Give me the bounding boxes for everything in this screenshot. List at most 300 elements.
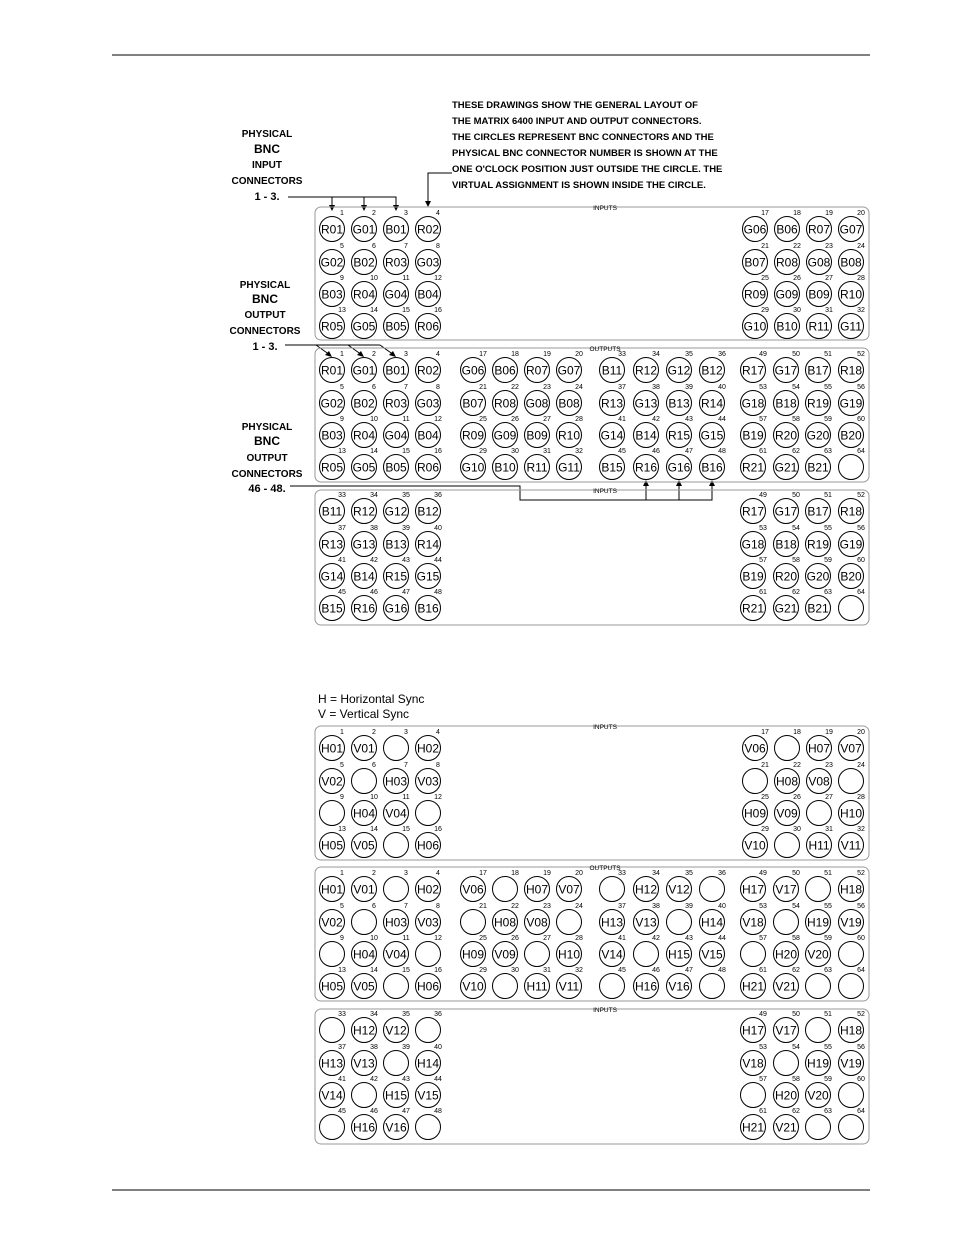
connector-number: 7 bbox=[404, 903, 408, 910]
connector-assignment: B11 bbox=[601, 363, 623, 378]
connector-assignment: B03 bbox=[321, 428, 343, 443]
connector-number: 63 bbox=[824, 589, 832, 596]
connector-number: 17 bbox=[761, 210, 769, 217]
connector-assignment: B09 bbox=[808, 287, 830, 302]
arrowhead bbox=[329, 205, 335, 211]
bnc-connector bbox=[807, 243, 833, 275]
connector-circle bbox=[461, 910, 486, 935]
connector-assignment: V14 bbox=[321, 1088, 343, 1103]
connector-assignment: R10 bbox=[557, 428, 581, 443]
bnc-connector bbox=[743, 826, 769, 858]
connector-assignment: V10 bbox=[462, 979, 484, 994]
connector-number: 10 bbox=[370, 275, 378, 282]
connector-number: 21 bbox=[761, 243, 769, 250]
bnc-connector bbox=[839, 243, 865, 275]
connector-panels bbox=[315, 205, 869, 1144]
bnc-connector bbox=[600, 448, 626, 480]
connector-number: 26 bbox=[511, 416, 519, 423]
connector-number: 60 bbox=[857, 1076, 865, 1083]
connector-number: 59 bbox=[824, 935, 832, 942]
bnc-connector bbox=[839, 525, 865, 557]
connector-number: 45 bbox=[338, 589, 346, 596]
bnc-connector bbox=[416, 1011, 442, 1043]
connector-circle bbox=[806, 1018, 831, 1043]
connector-assignment: H20 bbox=[774, 1088, 798, 1103]
connector-assignment: H17 bbox=[741, 1023, 765, 1038]
connector-assignment: V07 bbox=[840, 741, 862, 756]
connector-assignment: H04 bbox=[352, 947, 376, 962]
bnc-connector bbox=[384, 557, 410, 589]
connector-number: 64 bbox=[857, 967, 865, 974]
connector-number: 14 bbox=[370, 967, 378, 974]
connector-number: 6 bbox=[372, 384, 376, 391]
bnc-connector bbox=[416, 1044, 442, 1076]
connector-number: 56 bbox=[857, 384, 865, 391]
connector-number: 5 bbox=[340, 243, 344, 250]
bnc-connector bbox=[741, 525, 767, 557]
connector-number: 16 bbox=[434, 967, 442, 974]
connector-number: 33 bbox=[618, 870, 626, 877]
connector-number: 54 bbox=[792, 1044, 800, 1051]
connector-assignment: B09 bbox=[526, 428, 548, 443]
connector-assignment: H01 bbox=[320, 741, 344, 756]
bnc-connector bbox=[741, 935, 767, 967]
connector-assignment: R04 bbox=[352, 428, 376, 443]
bnc-connector bbox=[774, 492, 800, 524]
bnc-connector bbox=[667, 384, 693, 416]
connector-number: 46 bbox=[652, 448, 660, 455]
bnc-connector bbox=[384, 967, 410, 999]
connector-assignment: G01 bbox=[352, 363, 376, 378]
arrowhead bbox=[643, 480, 649, 486]
connector-number: 57 bbox=[759, 935, 767, 942]
connector-number: 48 bbox=[718, 967, 726, 974]
connector-assignment: R05 bbox=[320, 460, 344, 475]
bnc-connector bbox=[525, 384, 551, 416]
connector-number: 2 bbox=[372, 870, 376, 877]
leader-line bbox=[288, 197, 396, 207]
connector-assignment: R16 bbox=[352, 601, 376, 616]
connector-assignment: R19 bbox=[806, 537, 830, 552]
connector-assignment: G16 bbox=[667, 460, 691, 475]
connector-number: 62 bbox=[792, 589, 800, 596]
bnc-connector bbox=[352, 794, 378, 826]
connector-number: 29 bbox=[479, 448, 487, 455]
bnc-connector bbox=[775, 794, 801, 826]
bnc-connector bbox=[384, 589, 410, 621]
connector-assignment: H09 bbox=[743, 806, 767, 821]
connector-number: 34 bbox=[370, 492, 378, 499]
connector-circle bbox=[416, 942, 441, 967]
connector-number: 4 bbox=[436, 870, 440, 877]
connector-circle bbox=[839, 769, 864, 794]
bnc-connector bbox=[741, 589, 767, 621]
bnc-connector bbox=[839, 1108, 865, 1140]
connector-assignment: H13 bbox=[600, 915, 624, 930]
connector-number: 47 bbox=[685, 967, 693, 974]
connector-assignment: H16 bbox=[352, 1120, 376, 1135]
bnc-connector bbox=[461, 416, 487, 448]
intro-line: THESE DRAWINGS SHOW THE GENERAL LAYOUT OF bbox=[452, 100, 698, 111]
bnc-connector bbox=[743, 729, 769, 761]
bnc-connector bbox=[839, 762, 865, 794]
connector-assignment: V09 bbox=[776, 806, 798, 821]
bnc-connector bbox=[320, 1011, 346, 1043]
panel-title: OUTPUTS bbox=[589, 865, 621, 872]
bnc-connector bbox=[416, 416, 442, 448]
connector-assignment: R12 bbox=[352, 504, 376, 519]
connector-circle bbox=[600, 877, 625, 902]
connector-assignment: R19 bbox=[806, 396, 830, 411]
bnc-connector bbox=[557, 448, 583, 480]
connector-circle bbox=[352, 769, 377, 794]
connector-number: 28 bbox=[857, 275, 865, 282]
connector-number: 22 bbox=[511, 384, 519, 391]
bnc-connector bbox=[384, 729, 409, 761]
connector-number: 10 bbox=[370, 935, 378, 942]
connector-number: 39 bbox=[685, 384, 693, 391]
connector-number: 43 bbox=[685, 416, 693, 423]
bnc-connector bbox=[774, 935, 800, 967]
connector-number: 63 bbox=[824, 448, 832, 455]
bnc-connector bbox=[416, 448, 442, 480]
connector-number: 26 bbox=[793, 275, 801, 282]
connector-number: 15 bbox=[402, 448, 410, 455]
connector-number: 13 bbox=[338, 448, 346, 455]
connector-assignment: H19 bbox=[806, 915, 830, 930]
bnc-connector bbox=[839, 870, 865, 902]
bnc-connector bbox=[806, 448, 832, 480]
connector-assignment: R12 bbox=[634, 363, 658, 378]
connector-circle bbox=[839, 974, 864, 999]
connector-number: 17 bbox=[761, 729, 769, 736]
bnc-connector bbox=[525, 448, 551, 480]
connector-number: 11 bbox=[402, 275, 410, 282]
connector-assignment: V04 bbox=[385, 806, 407, 821]
connector-number: 1 bbox=[340, 210, 344, 217]
bnc-connector bbox=[416, 351, 441, 383]
connector-number: 39 bbox=[685, 903, 693, 910]
bnc-connector bbox=[384, 1044, 410, 1076]
connector-number: 16 bbox=[434, 448, 442, 455]
bnc-connector bbox=[667, 935, 693, 967]
connector-assignment: B10 bbox=[494, 460, 516, 475]
bnc-connector bbox=[352, 307, 378, 339]
intro-line: PHYSICAL BNC CONNECTOR NUMBER IS SHOWN AT THE bbox=[452, 148, 718, 159]
connector-assignment: R21 bbox=[741, 601, 765, 616]
connector-number: 1 bbox=[340, 729, 344, 736]
connector-number: 29 bbox=[479, 967, 487, 974]
callout-line: INPUT bbox=[252, 160, 282, 171]
connector-circle bbox=[320, 942, 345, 967]
connector-assignment: R14 bbox=[416, 537, 440, 552]
bnc-connector bbox=[774, 1044, 800, 1076]
connector-number: 12 bbox=[434, 416, 442, 423]
bnc-connector bbox=[741, 1044, 767, 1076]
connector-number: 41 bbox=[618, 416, 626, 423]
connector-number: 31 bbox=[825, 307, 833, 314]
bnc-connector bbox=[775, 307, 801, 339]
bnc-connector bbox=[634, 935, 660, 967]
callout-line: 1 - 3. bbox=[254, 191, 280, 203]
bnc-connector bbox=[806, 1108, 832, 1140]
bnc-connector bbox=[700, 903, 726, 935]
connector-number: 51 bbox=[824, 351, 832, 358]
connector-number: 31 bbox=[543, 448, 551, 455]
connector-number: 54 bbox=[792, 903, 800, 910]
connector-number: 24 bbox=[857, 762, 865, 769]
connector-number: 56 bbox=[857, 903, 865, 910]
connector-assignment: R01 bbox=[320, 222, 344, 237]
connector-number: 53 bbox=[759, 1044, 767, 1051]
input-callout bbox=[232, 129, 303, 203]
connector-assignment: B01 bbox=[385, 363, 407, 378]
connector-assignment: V05 bbox=[353, 838, 375, 853]
connector-assignment: H07 bbox=[525, 882, 549, 897]
connector-number: 58 bbox=[792, 935, 800, 942]
bnc-connector bbox=[839, 935, 865, 967]
connector-assignment: G02 bbox=[320, 255, 344, 270]
connector-assignment: R16 bbox=[634, 460, 658, 475]
connector-assignment: H04 bbox=[352, 806, 376, 821]
connector-circle bbox=[774, 1051, 799, 1076]
connector-assignment: B16 bbox=[701, 460, 723, 475]
bnc-connector bbox=[352, 243, 377, 275]
connector-assignment: B05 bbox=[385, 319, 407, 334]
bnc-connector bbox=[352, 826, 378, 858]
bnc-connector bbox=[667, 351, 693, 383]
connector-number: 17 bbox=[479, 870, 487, 877]
bnc-connector bbox=[807, 729, 833, 761]
connector-assignment: H08 bbox=[493, 915, 517, 930]
connector-circle bbox=[743, 769, 768, 794]
bnc-connector bbox=[525, 351, 551, 383]
bnc-connector bbox=[634, 384, 660, 416]
bnc-connector bbox=[384, 275, 410, 307]
connector-number: 51 bbox=[824, 492, 832, 499]
connector-number: 37 bbox=[618, 903, 626, 910]
connector-number: 50 bbox=[792, 1011, 800, 1018]
connector-assignment: B06 bbox=[776, 222, 798, 237]
connector-number: 22 bbox=[793, 243, 801, 250]
connector-number: 38 bbox=[370, 525, 378, 532]
bnc-connector bbox=[461, 351, 487, 383]
connector-assignment: G17 bbox=[774, 504, 798, 519]
connector-number: 22 bbox=[793, 762, 801, 769]
bnc-connector bbox=[352, 762, 377, 794]
connector-circle bbox=[741, 1083, 766, 1108]
connector-number: 46 bbox=[370, 1108, 378, 1115]
bnc-connector bbox=[667, 870, 693, 902]
connector-assignment: B16 bbox=[417, 601, 439, 616]
connector-number: 2 bbox=[372, 351, 376, 358]
connector-circle bbox=[352, 1083, 377, 1108]
bnc-connector bbox=[667, 903, 693, 935]
connector-number: 58 bbox=[792, 1076, 800, 1083]
connector-assignment: H05 bbox=[320, 838, 344, 853]
connector-assignment: B02 bbox=[353, 396, 375, 411]
connector-number: 30 bbox=[793, 307, 801, 314]
connector-assignment: B20 bbox=[840, 428, 862, 443]
connector-number: 57 bbox=[759, 416, 767, 423]
connector-assignment: B11 bbox=[321, 504, 343, 519]
bnc-connector bbox=[806, 557, 832, 589]
connector-assignment: B13 bbox=[668, 396, 690, 411]
bnc-connector bbox=[774, 351, 800, 383]
connector-assignment: B15 bbox=[601, 460, 623, 475]
bnc-connector bbox=[557, 935, 583, 967]
bnc-connector bbox=[384, 870, 409, 902]
connector-assignment: V06 bbox=[462, 882, 484, 897]
connector-number: 58 bbox=[792, 416, 800, 423]
bnc-connector bbox=[700, 967, 726, 999]
bnc-connector bbox=[352, 870, 377, 902]
bnc-connector bbox=[384, 492, 410, 524]
connector-number: 60 bbox=[857, 935, 865, 942]
connector-number: 13 bbox=[338, 826, 346, 833]
bnc-connector bbox=[384, 210, 409, 242]
connector-number: 5 bbox=[340, 762, 344, 769]
bnc-connector bbox=[416, 903, 441, 935]
arrowhead bbox=[709, 480, 715, 486]
connector-number: 57 bbox=[759, 557, 767, 564]
connector-assignment: H15 bbox=[384, 1088, 408, 1103]
connector-number: 37 bbox=[618, 384, 626, 391]
connector-number: 16 bbox=[434, 826, 442, 833]
connector-number: 45 bbox=[618, 448, 626, 455]
panel-title: INPUTS bbox=[593, 205, 617, 212]
connector-assignment: V19 bbox=[840, 915, 862, 930]
connector-circle bbox=[806, 974, 831, 999]
connector-assignment: G04 bbox=[384, 428, 408, 443]
connector-assignment: V13 bbox=[353, 1056, 375, 1071]
bnc-connector bbox=[600, 351, 626, 383]
connector-circle bbox=[384, 877, 409, 902]
connector-number: 38 bbox=[652, 384, 660, 391]
connector-number: 64 bbox=[857, 1108, 865, 1115]
connector-number: 30 bbox=[511, 967, 519, 974]
connector-circle bbox=[775, 736, 800, 761]
connector-circle bbox=[416, 1115, 441, 1140]
bnc-connector bbox=[839, 210, 865, 242]
bnc-connector bbox=[806, 1076, 832, 1108]
connector-number: 35 bbox=[685, 870, 693, 877]
bnc-connector bbox=[806, 492, 832, 524]
connector-number: 2 bbox=[372, 729, 376, 736]
bnc-connector bbox=[839, 416, 865, 448]
connector-assignment: V01 bbox=[353, 741, 375, 756]
bnc-connector bbox=[839, 275, 865, 307]
connector-assignment: V21 bbox=[775, 979, 797, 994]
connector-number: 63 bbox=[824, 967, 832, 974]
bnc-connector bbox=[743, 794, 769, 826]
bnc-connector bbox=[839, 307, 865, 339]
connector-number: 59 bbox=[824, 557, 832, 564]
bnc-connector bbox=[743, 307, 769, 339]
arrowhead bbox=[361, 205, 367, 211]
connector-number: 64 bbox=[857, 589, 865, 596]
panel-title: INPUTS bbox=[593, 724, 617, 731]
connector-number: 14 bbox=[370, 826, 378, 833]
connector-number: 55 bbox=[824, 525, 832, 532]
bnc-connector bbox=[806, 525, 832, 557]
connector-number: 1 bbox=[340, 870, 344, 877]
connector-assignment: V04 bbox=[385, 947, 407, 962]
bnc-connector bbox=[667, 448, 693, 480]
connector-number: 54 bbox=[792, 384, 800, 391]
connector-assignment: B05 bbox=[385, 460, 407, 475]
connector-assignment: G19 bbox=[839, 396, 863, 411]
connector-number: 33 bbox=[338, 1011, 346, 1018]
connector-assignment: G12 bbox=[667, 363, 691, 378]
connector-number: 61 bbox=[759, 589, 767, 596]
connector-number: 27 bbox=[543, 935, 551, 942]
bnc-connector bbox=[700, 448, 726, 480]
connector-number: 32 bbox=[575, 967, 583, 974]
connector-number: 18 bbox=[511, 870, 519, 877]
connector-number: 48 bbox=[434, 1108, 442, 1115]
bnc-connector bbox=[774, 967, 800, 999]
bnc-connector bbox=[634, 903, 660, 935]
connector-number: 9 bbox=[340, 935, 344, 942]
connector-number: 34 bbox=[652, 351, 660, 358]
bnc-connector bbox=[416, 967, 442, 999]
bnc-connector bbox=[320, 870, 345, 902]
connector-assignment: B18 bbox=[775, 396, 797, 411]
bnc-connector bbox=[416, 870, 441, 902]
connector-assignment: B07 bbox=[744, 255, 766, 270]
connector-number: 5 bbox=[340, 903, 344, 910]
bnc-connector bbox=[634, 967, 660, 999]
connector-number: 14 bbox=[370, 448, 378, 455]
bnc-connector bbox=[700, 384, 726, 416]
connector-assignment: R03 bbox=[384, 255, 408, 270]
connector-number: 6 bbox=[372, 762, 376, 769]
connector-assignment: H10 bbox=[557, 947, 581, 962]
panel-title: INPUTS bbox=[593, 488, 617, 495]
connector-number: 6 bbox=[372, 903, 376, 910]
bnc-connector bbox=[839, 589, 865, 621]
connector-number: 49 bbox=[759, 351, 767, 358]
connector-number: 12 bbox=[434, 935, 442, 942]
bnc-connector bbox=[600, 384, 626, 416]
callout-line: 46 - 48. bbox=[248, 483, 286, 495]
bnc-connector bbox=[807, 826, 833, 858]
bnc-connector bbox=[461, 935, 487, 967]
connector-assignment: B06 bbox=[494, 363, 516, 378]
bnc-connector bbox=[416, 525, 442, 557]
connector-number: 51 bbox=[824, 1011, 832, 1018]
connector-assignment: B15 bbox=[321, 601, 343, 616]
connector-number: 37 bbox=[338, 525, 346, 532]
connector-circle bbox=[320, 1115, 345, 1140]
connector-number: 3 bbox=[404, 210, 408, 217]
connector-circle bbox=[839, 1115, 864, 1140]
connector-assignment: G15 bbox=[700, 428, 724, 443]
bnc-connector bbox=[416, 243, 441, 275]
connector-assignment: V17 bbox=[775, 1023, 797, 1038]
connector-number: 54 bbox=[792, 525, 800, 532]
connector-assignment: R07 bbox=[525, 363, 549, 378]
connector-number: 40 bbox=[718, 903, 726, 910]
connector-number: 24 bbox=[575, 384, 583, 391]
connector-number: 39 bbox=[402, 1044, 410, 1051]
bnc-connector bbox=[416, 275, 442, 307]
bnc-connector bbox=[320, 729, 345, 761]
connector-number: 2 bbox=[372, 210, 376, 217]
connector-circle bbox=[700, 974, 725, 999]
connector-number: 36 bbox=[434, 492, 442, 499]
